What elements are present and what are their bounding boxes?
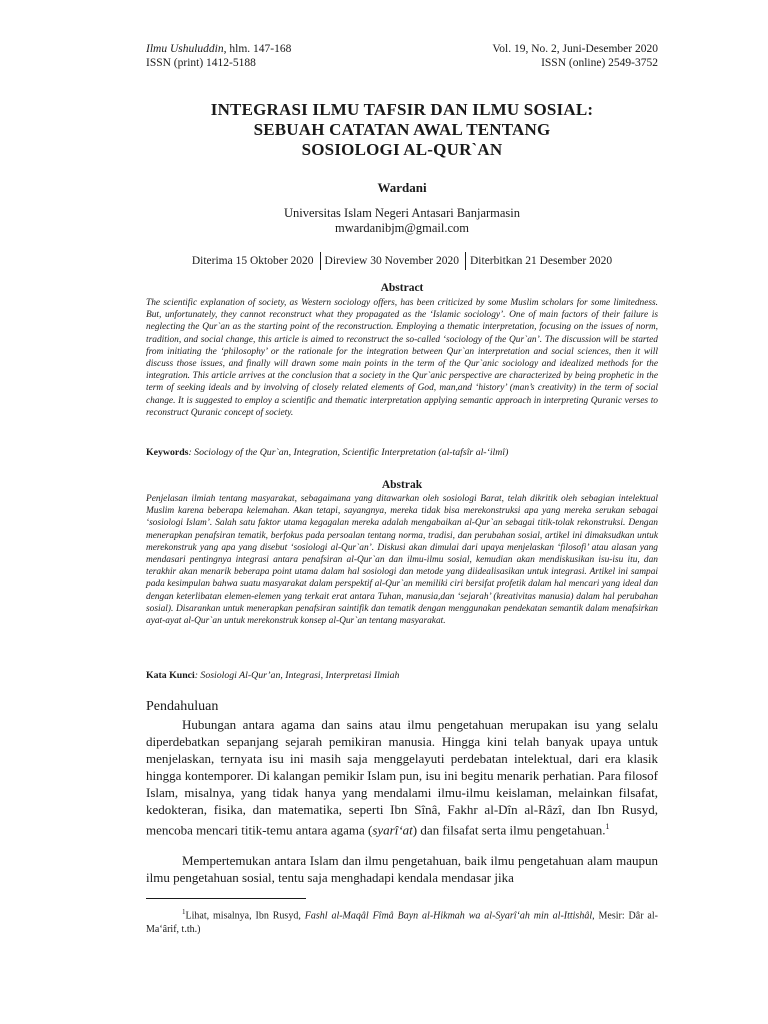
date-published: Diterbitkan 21 Desember 2020 [470, 255, 613, 267]
author-affiliation: Universitas Islam Negeri Antasari Banjarmasin [283, 206, 521, 220]
kata-kunci-label: Kata Kunci [146, 670, 195, 681]
intro-paragraph-1-italic: syarî‘at [372, 822, 413, 838]
journal-citation [146, 42, 291, 56]
keywords-label: Keywords [146, 447, 189, 458]
date-separator [320, 252, 321, 270]
submission-dates [146, 252, 658, 270]
date-separator [465, 252, 466, 270]
abstract-heading: Abstract [380, 282, 424, 294]
author-affiliation-block [146, 206, 658, 236]
footnote-number: 1 [182, 908, 186, 916]
footnote-1 [146, 905, 658, 937]
article-title [146, 100, 658, 160]
intro-paragraph-1-text: Hubungan antara agama dan sains atau ilmu pengetahuan merupakan isu yang selalu diperdebatkan sepanjang sejarah pemikiran manusia. Hingga kini telah banyak upaya untuk menjelaskan, ternyata isu ini masih saja menggelayuti perdebatan intelektual, dari era klasik hingga kontemporer. Di kalangan pemikir Islam pun, isu ini begitu menarik perhatian. Para filosof Islam, misalnya, yang tidak hanya yang mendalami ilmu-ilmu keislaman, melainkan filsafat, kedokteran, fisika, dan matematika, seperti Ibn Sînâ, Fakhr al-Dîn al-Râzî, dan Ibn Rusyd, mencoba mencari titik-temu antara agama ( [146, 717, 658, 838]
abstract-english: The scientific explanation of society, as Western sociology offers, has been criticized by some Muslim scholars for some limitedness. But, unfortunately, they cannot reconstruct what they propagated as the ‘Islamic sociology’. One of main factors of their failure is neglecting the Qur`an as the starting point of the reconstruction. Employing a thematic interpretation, focusing on the issues of norm, tradition, and social change, this article is aimed to reconstruct the so-called ‘sociology of the Qur`an’. The discussion will be started from initiating the ‘philosophy’ or the rationale for the integration between Qur`an interpretation and social sciences, then it will discuss those issues, and finally will drawn some main points in the term of the Qur`anic sociology and idealized methods for the integration. This article arrives at the conclusion that a society in the Qur`anic perspective are characterized by being prophetic in the term of seeking ideals and by involving of closely related elements of God, man,and ‘history’ (man’s creativity) in the term of social change. It is suggested to employ a scientific and thematic interpretation applying semantic approach in interpreting Quranic verses to reconstruct Quranic concept of society. [146, 298, 658, 418]
kata-kunci-list: : Sosiologi Al-Qur’an, Integrasi, Interpretasi Ilmiah [194, 670, 400, 681]
footnote-divider [146, 898, 306, 899]
issn-print: ISSN (print) 1412-5188 [146, 57, 256, 69]
running-header-bottom [146, 56, 658, 70]
footnote-reference[interactable]: 1 [605, 822, 610, 831]
date-received: Diterima 15 Oktober 2020 [191, 255, 314, 267]
journal-volume: Vol. 19, No. 2, Juni-Desember 2020 [492, 43, 658, 55]
title-line-2: SEBUAH CATATAN AWAL TENTANG [253, 120, 551, 139]
intro-paragraph-2: Mempertemukan antara Islam dan ilmu pengetahuan, baik ilmu pengetahuan alam maupun ilmu pengetahuan sosial, tentu saja menghadapi kendala mendasar jika [146, 853, 658, 885]
keywords-list: : Sociology of the Qur`an, Integration, Scientific Interpretation (al-tafsîr al-‘ilmî) [188, 447, 509, 458]
keywords-english [146, 447, 658, 459]
journal-pages: , hlm. 147-168 [223, 43, 292, 55]
section-heading-introduction: Pendahuluan [146, 699, 219, 714]
intro-paragraph-1-end: ) dan filsafat serta ilmu pengetahuan. [412, 822, 606, 838]
title-line-3: SOSIOLOGI AL-QUR`AN [301, 140, 503, 159]
author-name: Wardani [377, 180, 427, 195]
footnote-publisher: , Mesir: Dâr al-Ma‘ârif, t.th.) [146, 910, 658, 936]
abstract-indonesian: Penjelasan ilmiah tentang masyarakat, sebagaimana yang ditawarkan oleh sosiologi Barat, telah dikritik oleh sebagian intelektual Muslim karena beberapa kelemahan. Akan tetapi, sayangnya, mereka tidak bisa merekonstruksi apa yang mereka serukan sebagai ‘sosiologi Islam’. Salah satu faktor utama kegagalan mereka adalah mengabaikan al-Qur`an sebagai titik-tolak rekonstruksi. Dengan menerapkan penafsiran tematik, berfokus pada persoalan tentang norma, tradisi, dan perubahan sosial, artikel ini dimaksudkan untuk merekonstruk yang apa yang disebut ‘sosiologi al-Qur`an’. Diskusi akan dimulai dari upaya menjelaskan ‘filosofi’ atau alasan yang mendasari pentingnya integrasi antara penafsiran al-Qur`an dan ilmu-ilmu sosial, kemudian akan mendiskusikan isu-isu itu, dan terakhir akan menarik beberapa point utama dalam hal sosiologi dan metode yang diidealisasikan untuk integrasi. Artikel ini sampai pada kesimpulan bahwa suatu masyarakat dalam perspektif al-Qur`an memiliki ciri bersifat profetik dalam hal mencari yang ideal dan dengan keterlibatan elemen-elemen yang terkait erat antara Tuhan, manusia,dan ‘sejarah’ (kreativitas manusia) dalam hal perubahan sosial). Disarankan untuk menerapkan penafsiran saintifik dan tematik dengan menggunakan pendekatan semantik dalam menafsirkan ayat-ayat al-Qur`an untuk merekonstruk konsep al-Qur`an tentang masyarakat. [146, 494, 658, 627]
title-line-1: INTEGRASI ILMU TAFSIR DAN ILMU SOSIAL: [210, 100, 594, 119]
footnote-book-title: Fashl al-Maqâl Fîmâ Bayn al-Hikmah wa al-Syarî‘ah min al-Ittishâl [304, 910, 593, 922]
abstrak-heading: Abstrak [381, 479, 423, 491]
issn-online: ISSN (online) 2549-3752 [541, 57, 658, 69]
footnote-text: Lihat, misalnya, Ibn Rusyd, [185, 910, 305, 922]
intro-paragraph-1 [146, 716, 658, 838]
journal-name: Ilmu Ushuluddin [146, 43, 224, 55]
running-header-top [146, 42, 658, 56]
author-email: mwardanibjm@gmail.com [334, 221, 470, 235]
date-reviewed: Direview 30 November 2020 [324, 255, 459, 267]
keywords-indonesian [146, 670, 658, 682]
